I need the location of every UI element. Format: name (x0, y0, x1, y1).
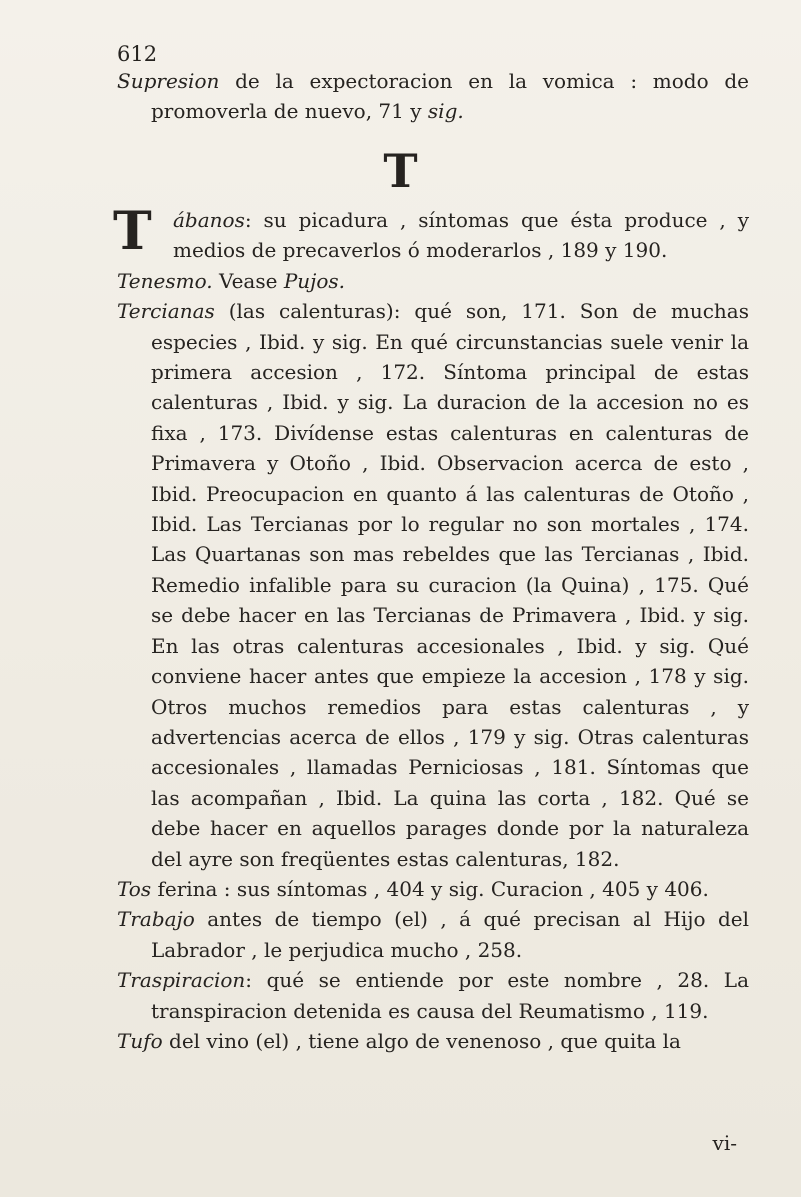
entry-keyword: Tenesmo. (117, 268, 213, 293)
entry-keyword: Supresion (117, 69, 220, 93)
entry-keyword: Tos (117, 876, 152, 901)
entry-text: : qué se entiende por este nombre , 28. La transpiracion detenida es causa del Reumatismo , 119. (151, 968, 749, 1023)
index-entries (117, 205, 749, 1056)
entry-text: del vino (el) , tiene algo de venenoso , que quita la (162, 1028, 681, 1053)
entry-keyword: Tufo (117, 1028, 163, 1053)
entry-text: Vease (212, 268, 284, 293)
index-entry-trabajo (117, 904, 749, 965)
index-entry-tabanos (117, 205, 749, 266)
index-entry-tercianas (117, 296, 749, 874)
entry-keyword: Traspiracion (117, 968, 246, 993)
entry-keyword: ábanos (173, 208, 245, 232)
catchword: vi- (712, 1131, 737, 1155)
entry-crossref: Pujos. (283, 268, 346, 293)
entry-text: (las calenturas): qué son, 171. Son de muchas especies , Ibid. y sig. En qué circunstancias suele venir la primera accesion , 172. Síntoma principal de estas calenturas , Ibid. y sig. La duracion de la accesion no es fixa , 173. Divídense estas calenturas en calenturas de Primavera y Otoño , Ibid. Observacion acerca de esto , Ibid. Preocupacion en quanto á las calenturas de Otoño , Ibid. Las Tercianas por lo regular no son mortales , 174. Las Quartanas son mas rebeldes que las Tercianas , Ibid. Remedio infalible para su curacion (la Quina) , 175. Qué se debe hacer en las Tercianas de Primavera , Ibid. y sig. En las otras calenturas accesionales , Ibid. y sig. Qué conviene hacer antes que empieze la accesion , 178 y sig. Otros muchos remedios para estas calenturas , y advertencias acerca de ellos , 179 y sig. Otras calenturas accesionales , llamadas Perniciosas , 181. Síntomas que las acompañan , Ibid. La quina las corta , 182. Qué se debe hacer en aquellos parages donde por la naturaleza del ayre son freqüentes estas calenturas, 182. (151, 299, 749, 871)
index-entry-tos (117, 874, 749, 904)
drop-capital: T (113, 201, 152, 262)
entry-text: de la expectoracion en la vomica : modo de promoverla de nuevo, 71 y (151, 69, 749, 124)
section-letter-heading: T (383, 144, 418, 198)
entry-text: : su picadura , síntomas que ésta produce , y medios de precaverlos ó moderarlos , 189 y 190. (173, 208, 749, 263)
page-number: 612 (117, 42, 158, 66)
index-entry-tufo (117, 1026, 749, 1056)
entry-text: antes de tiempo (el) , á qué precisan al Hijo del Labrador , le perjudica mucho , 258. (151, 907, 749, 962)
entry-keyword: Tercianas (117, 299, 215, 324)
index-entry-supresion (117, 66, 749, 127)
index-entry-traspiracion (117, 965, 749, 1026)
entry-text: ferina : sus síntomas , 404 y sig. Curacion , 405 y 406. (151, 876, 709, 901)
index-entry-tenesmo (117, 266, 749, 296)
entry-tail: sig. (427, 99, 464, 124)
entry-keyword: Trabajo (117, 907, 195, 932)
